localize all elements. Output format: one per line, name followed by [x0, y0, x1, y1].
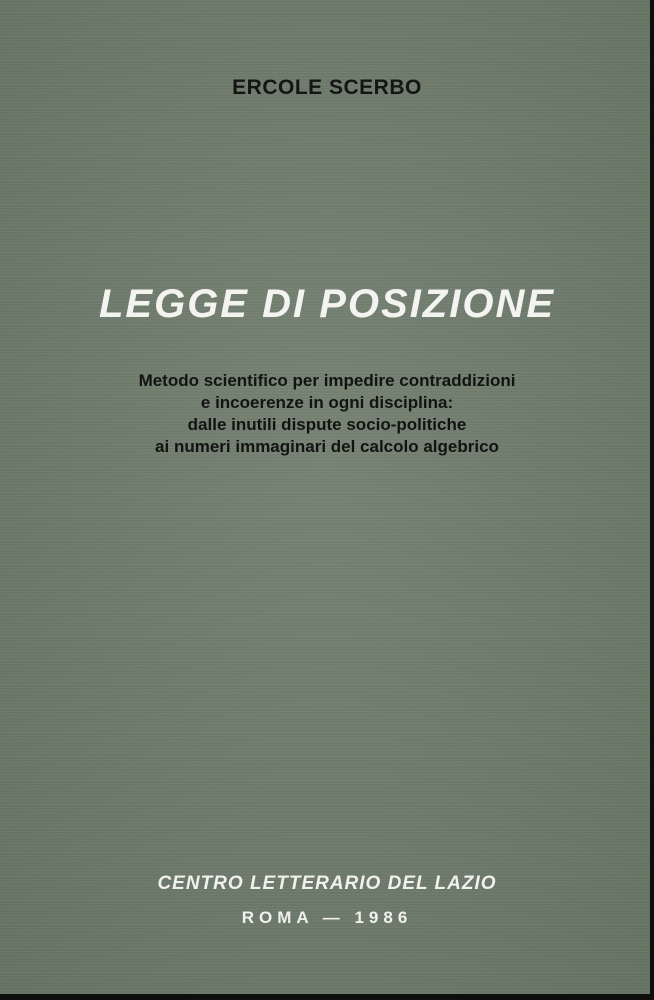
subtitle-line: ai numeri immaginari del calcolo algebrico: [155, 437, 499, 456]
subtitle-line: dalle inutili dispute socio-politiche: [187, 415, 467, 434]
subtitle-line: e incoerenze in ogni disciplina:: [200, 393, 454, 412]
place-and-year: ROMA — 1986: [241, 908, 413, 927]
subtitle: [0, 370, 654, 458]
author-name: ERCOLE SCERBO: [232, 76, 422, 99]
book-title: LEGGE DI POSIZIONE: [98, 282, 556, 326]
publisher-name: CENTRO LETTERARIO DEL LAZIO: [157, 873, 497, 894]
subtitle-line: Metodo scientifico per impedire contraddizioni: [138, 371, 516, 390]
